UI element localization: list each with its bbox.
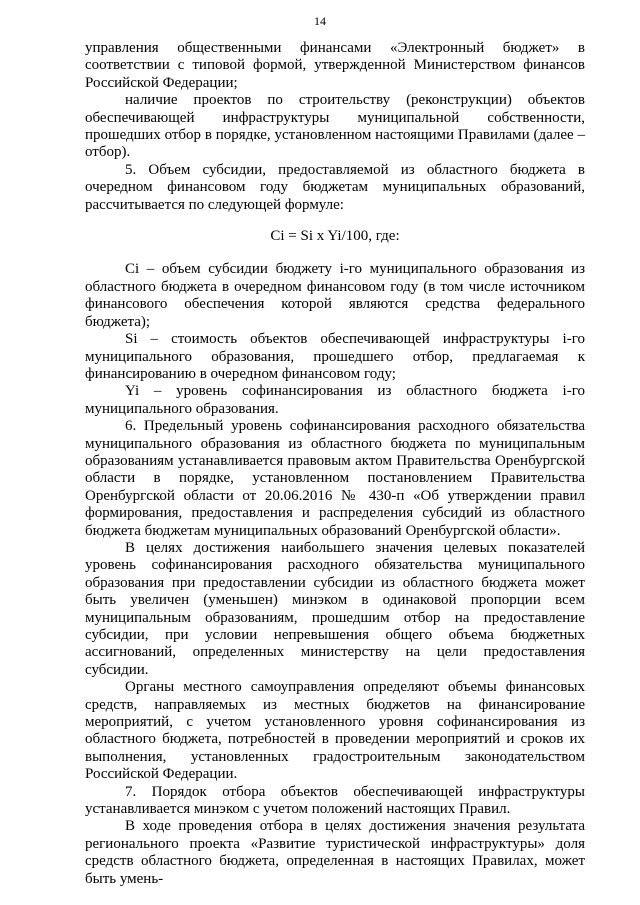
definition-ci: Ci – объем субсидии бюджету i-го муниципального образования из областного бюджета в очередном финансовом году (в том числе источником финансового обеспечения которой являются средства федерального бюджета); — [85, 261, 585, 330]
paragraph-2: наличие проектов по строительству (реконструкции) объектов обеспечивающей инфраструктуры муниципальной собственности, прошедших отбор в порядке, установленном настоящими Правилами (далее – отбор). — [85, 92, 585, 161]
page-number: 14 — [314, 14, 326, 28]
formula: Ci = Si x Yi/100, где: — [270, 228, 400, 245]
paragraph-3: 5. Объем субсидии, предоставляемой из областного бюджета в очередном финансовом году бюджетам муниципальных образований, рассчитывается по следующей формуле: — [85, 161, 585, 213]
definition-yi: Yi – уровень софинансирования из областного бюджета i-го муниципального образования. — [85, 383, 585, 417]
paragraph-7: 7. Порядок отбора объектов обеспечивающей инфраструктуры устанавливается минэком с учетом положений настоящих Правил. — [85, 783, 585, 818]
document-body — [85, 40, 585, 888]
paragraph-local-authorities: Органы местного самоуправления определяют объемы финансовых средств, направляемых из местных бюджетов на финансирование мероприятий, с учетом установленного уровня софинансирования из областного бюджета, потребностей в проведении мероприятий и сроков их выполнения, установленных градостроительным законодательством Российской Федерации. — [85, 679, 585, 783]
definition-si: Si – стоимость объектов обеспечивающей инфраструктуры i-го муниципального образования, прошедшего отбор, предлагаемая к финансированию в очередном финансовом году; — [85, 331, 585, 382]
paragraph-6: 6. Предельный уровень софинансирования расходного обязательства муниципального образования из областного бюджета по муниципальным образованиям устанавливается правовым актом Правительства Оренбургской области в порядке, установленном постановлением Правительства Оренбургской области от 20.06.2016 № 430-п «Об утверждении правил формирования, предоставления и распределения субсидий из областного бюджета бюджетам муниципальных образований Оренбургской области». — [85, 418, 585, 539]
paragraph-1: управления общественными финансами «Электронный бюджет» в соответствии с типовой формой, утвержденной Министерством финансов Российской Федерации; — [85, 40, 585, 91]
paragraph-selection: В ходе проведения отбора в целях достижения значения результата регионального проекта «Развитие туристической инфраструктуры» доля средств областного бюджета, определенная в настоящих Правилах, может быть умень- — [85, 818, 585, 887]
paragraph-increase-level: В целях достижения наибольшего значения целевых показателей уровень софинансирования расходного обязательства муниципального образования при предоставлении субсидии из областного бюджета может быть увеличен (уменьшен) минэком в одинаковой пропорции всем муниципальным образованиям, прошедшим отбор на предоставление субсидии, при условии непревышения общего объема бюджетных ассигнований, определенных министерству на цели предоставления субсидии. — [85, 539, 585, 678]
